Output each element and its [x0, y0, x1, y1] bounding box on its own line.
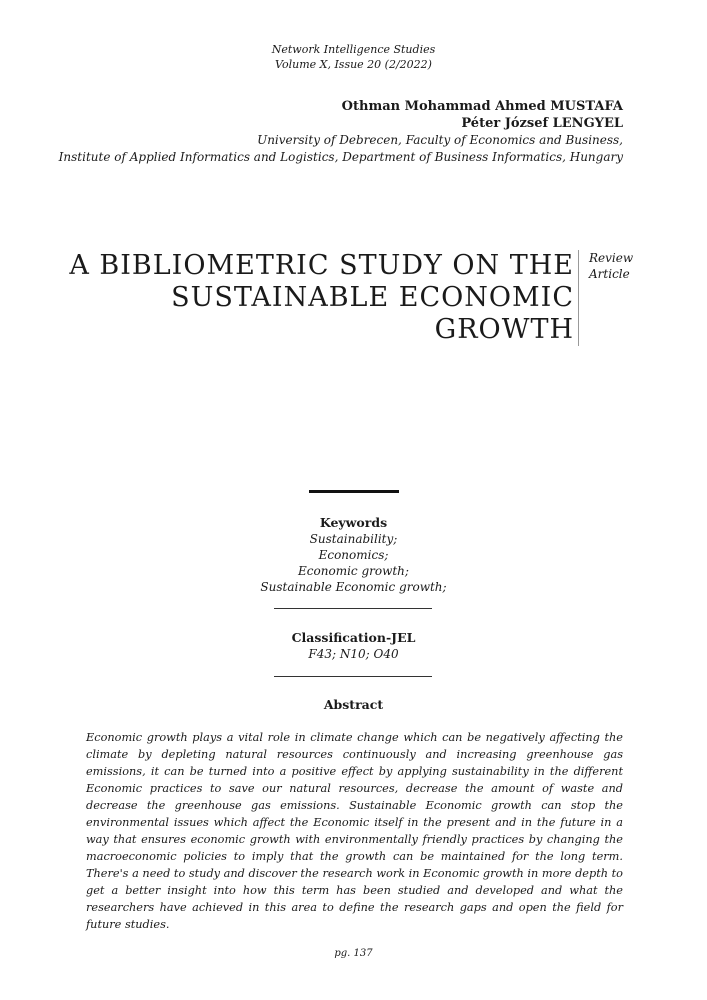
journal-name: Network Intelligence Studies: [271, 43, 436, 56]
jel-codes: F43; N10; O40: [308, 647, 399, 661]
article-type-line: Review: [589, 251, 634, 265]
journal-volume: Volume X, Issue 20 (2/2022): [275, 58, 432, 71]
abstract-heading: Abstract: [323, 697, 384, 712]
divider: [274, 608, 432, 609]
journal-header: [0, 42, 707, 72]
section-divider: [309, 490, 399, 493]
title-line: A BIBLIOMETRIC STUDY ON THE: [69, 250, 574, 281]
title-line: SUSTAINABLE ECONOMIC: [171, 282, 574, 313]
abstract-text: Economic growth plays a vital role in climate change which can be negatively affecting the climate by depleting natural resources continuously and increasing greenhouse gas emissions, it can be turned into a positive effect by applying sustainability in the different Economic practices to save our natural resources, decrease the amount of waste and decrease the greenhouse gas emissions. Sustainable Economic growth can stop the environmental issues which affect the Economic itself in the present and in the future in a way that ensures economic growth with environmentally friendly practices by changing the macroeconomic policies to imply that the growth can be maintained for the long term. There's a need to study and discover the research work in Economic growth in more depth to get a better insight into how this term has been studied and developed and what the researchers have achieved in this area to define the research gaps and open the field for future studies.: [86, 731, 623, 931]
keyword-item: Economics;: [318, 548, 389, 562]
affiliation-line: Institute of Applied Informatics and Logistics, Department of Business Informatics, Hungary: [58, 150, 623, 164]
affiliation-line: University of Debrecen, Faculty of Economics and Business,: [257, 133, 623, 147]
article-type-line: Article: [589, 267, 630, 281]
author-name: Othman Mohammad Ahmed MUSTAFA: [341, 99, 623, 114]
keyword-item: Economic growth;: [298, 564, 409, 578]
paper-title: [34, 250, 579, 346]
article-type: [589, 250, 633, 282]
keywords-section: [0, 514, 707, 595]
keywords-heading: Keywords: [319, 515, 388, 530]
abstract-heading-block: [0, 696, 707, 713]
author-name: Péter József LENGYEL: [461, 116, 623, 131]
keyword-item: Sustainability;: [309, 532, 398, 546]
title-line: GROWTH: [434, 314, 574, 345]
classification-section: [0, 629, 707, 662]
author-block: [59, 98, 623, 166]
divider: [274, 676, 432, 677]
classification-heading: Classification-JEL: [291, 630, 416, 645]
page-number: pg. 137: [334, 948, 373, 959]
keyword-item: Sustainable Economic growth;: [260, 580, 447, 594]
